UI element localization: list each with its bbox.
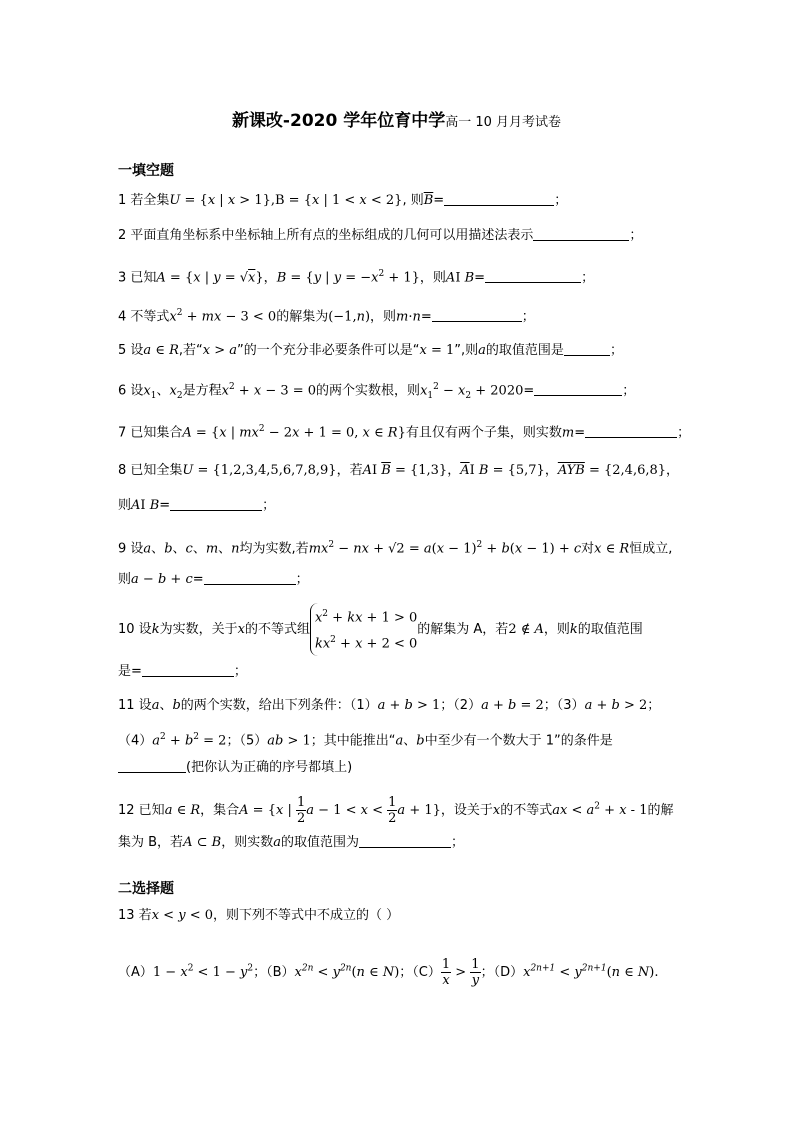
question-11-line-2: $(4)a^2 + b^2 = 2$；（5）ab > 1；其中能推出“a、b中至少有一个数大于 1”的条件是 [118,732,613,749]
answer-blank[interactable] [534,381,622,396]
answer-blank[interactable] [142,662,234,677]
question-2: 2 平面直角坐标系中坐标轴上所有点的坐标组成的几何可以用描述法表示 ； [118,228,643,243]
question-5: 5 设a ∈ R,若“x > a”的一个充分非必要条件可以是“x = 1”,则a的取值范围是 ； [118,343,623,358]
answer-blank[interactable] [533,226,629,241]
question-8-line-2: 则AI B= ； [118,498,276,513]
question-10-line-2: 是= ； [118,664,247,679]
option-d[interactable]: ；$(D)x^{2n+1} < y^{2n+1}(n$ ∈ N). [480,963,659,980]
inequality-system: $x^2$ + kx + 1 > 0 $kx^2 + x + 2 < 0$ [310,603,417,656]
question-13-options [118,957,659,988]
question-12-line-2: 集为 B，若A ⊂ B，则实数a的取值范围为 ； [118,835,464,850]
answer-blank[interactable] [204,570,296,585]
option-b[interactable]: ；$(B)x^{2n} < y^{2n}(n$ ∈ N) [253,963,400,980]
question-1: 1 若全集U = {x | x > 1},B = {x | 1 < x < 2}, 则$\overline{B}=$ ； [118,193,568,208]
answer-blank[interactable] [585,423,677,438]
question-3: 3 已知A = {x | y = √x}，B = {y | $y = -x^2 + 1$}，则AI B= ； [118,269,595,286]
question-4: 4 不等式$x^2$ + mx − 3 < 0的解集为(−1,n)，则m·n= ； [118,308,535,325]
title-main: 新课改-2020 学年位育中学 [231,111,446,131]
question-7: 7 已知集合A = {x | $mx^2 - 2x + 1 = 0$, x ∈ R}有且仅有两个子集，则实数m= ； [118,424,691,441]
question-6: 6 设$x_1$、$x_2$是方程$x^2 + x - 3 = 0$的两个实数根，则$x_1^2 - x_2 + 2020=$ ； [118,382,636,401]
question-8: 8 已知全集U = {1,2,3,4,5,6,7,8,9}，若AI $\overline{B} = \{1,3\}$，$\overline{A}I$ B = {5,7}，$\overline{AYB} = \{2,4,6,8\}$， [118,463,680,478]
title-tail: 高一 10 月月考试卷 [445,115,562,130]
answer-blank[interactable] [432,307,522,322]
section-fill-in-blank: 一填空题 [118,163,174,179]
answer-blank[interactable] [359,833,451,848]
answer-blank[interactable] [444,191,554,206]
answer-blank[interactable] [118,758,186,773]
section-multiple-choice: 二选择题 [118,881,174,897]
answer-blank[interactable] [564,341,610,356]
question-12: 12 已知a ∈ R，集合A = {x | $\frac{1}{2}$ a − 1 < x < $\frac{1}{2}$ a + 1}，设关于x的不等式ax < $a^2 + x - 1$的解 [118,795,674,826]
exam-title [0,106,793,131]
question-9-line-2: 则a − b + c= ； [118,572,309,587]
question-13: 13 若x < y < 0，则下列不等式中不成立的（ ） [118,908,400,923]
question-11: 11 设a、b的两个实数，给出下列条件：（1）a + b > 1；（2）a + b = 2；（3）a + b > 2； [118,698,661,713]
answer-blank[interactable] [170,496,262,511]
question-10: 10 设k为实数，关于x的不等式组 $x^2$ + kx + 1 > 0 $kx^2 + x + 2 < 0$ 的解集为 A，若2 ∉ A，则k的取值范围 [118,603,643,656]
answer-blank[interactable] [485,268,581,283]
question-11-line-3: (把你认为正确的序号都填上) [118,758,352,778]
question-9: 9 设a、b、c、m、n均为实数,若$mx^2$ − nx + $√2 = a(x - 1)^2 + b(x - 1) + c$对x ∈ R恒成立, [118,540,673,557]
option-c[interactable]: ；（C） $\frac{1}{x}$ > $\frac{1}{y}$ [399,957,480,988]
option-a[interactable]: $(A)1 - x^2 < 1 - y^2$ [118,963,254,980]
